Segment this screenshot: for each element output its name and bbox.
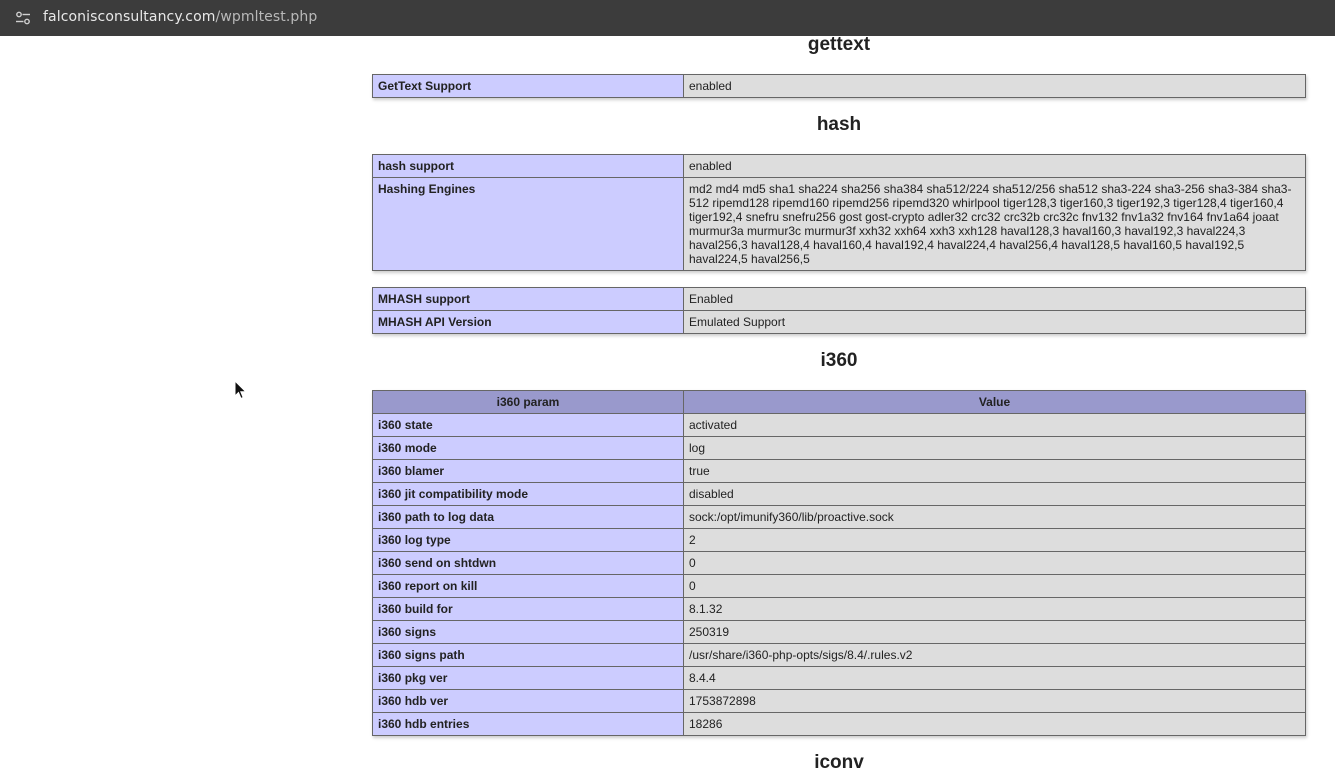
- row-value: true: [684, 460, 1306, 483]
- row-value: sock:/opt/imunify360/lib/proactive.sock: [684, 506, 1306, 529]
- row-value: 8.4.4: [684, 667, 1306, 690]
- row-key: i360 build for: [373, 598, 684, 621]
- table-row: [373, 75, 1306, 98]
- row-value: activated: [684, 414, 1306, 437]
- browser-address-bar: [0, 0, 1335, 36]
- table-row: [373, 288, 1306, 311]
- row-key: i360 jit compatibility mode: [373, 483, 684, 506]
- site-info-icon[interactable]: [10, 6, 36, 30]
- row-value: 2: [684, 529, 1306, 552]
- table-row: [373, 311, 1306, 334]
- row-key: i360 mode: [373, 437, 684, 460]
- section-title-hash: hash: [816, 114, 862, 135]
- table-row: [373, 529, 1306, 552]
- hash-table: [372, 154, 1306, 271]
- url-path: /wpmltest.php: [215, 9, 318, 25]
- table-row: [373, 644, 1306, 667]
- row-key: i360 path to log data: [373, 506, 684, 529]
- section-title-i360: i360: [820, 350, 858, 371]
- row-key: GetText Support: [373, 75, 684, 98]
- section-title-gettext: gettext: [807, 36, 871, 55]
- row-key: MHASH API Version: [373, 311, 684, 334]
- row-value: Enabled: [684, 288, 1306, 311]
- row-value: log: [684, 437, 1306, 460]
- table-row: [373, 713, 1306, 736]
- table-row: [373, 437, 1306, 460]
- i360-table: [372, 390, 1306, 736]
- table-row: [373, 621, 1306, 644]
- row-value: enabled: [684, 75, 1306, 98]
- table-row: [373, 575, 1306, 598]
- table-row: [373, 178, 1306, 271]
- phpinfo-page: [0, 36, 1335, 772]
- row-key: i360 state: [373, 414, 684, 437]
- url-host: falconisconsultancy.com: [43, 9, 216, 25]
- table-row: [373, 414, 1306, 437]
- row-key: i360 pkg ver: [373, 667, 684, 690]
- table-header-row: [373, 391, 1306, 414]
- table-row: [373, 506, 1306, 529]
- row-key: hash support: [373, 155, 684, 178]
- row-value: 250319: [684, 621, 1306, 644]
- row-value: 18286: [684, 713, 1306, 736]
- row-value: enabled: [684, 155, 1306, 178]
- row-key: i360 blamer: [373, 460, 684, 483]
- row-key: MHASH support: [373, 288, 684, 311]
- row-key: i360 signs path: [373, 644, 684, 667]
- section-title-iconv: iconv: [814, 752, 864, 772]
- row-value: 0: [684, 552, 1306, 575]
- row-key: i360 hdb ver: [373, 690, 684, 713]
- row-value: 1753872898: [684, 690, 1306, 713]
- gettext-table: [372, 74, 1306, 98]
- row-value: 0: [684, 575, 1306, 598]
- row-key: i360 send on shtdwn: [373, 552, 684, 575]
- table-row: [373, 598, 1306, 621]
- table-row: [373, 460, 1306, 483]
- row-key: i360 report on kill: [373, 575, 684, 598]
- row-key: i360 hdb entries: [373, 713, 684, 736]
- row-value: md2 md4 md5 sha1 sha224 sha256 sha384 sha512/224 sha512/256 sha512 sha3-224 sha3-256 sha3-384 sha3-512 ripemd128 ripemd160 ripemd256 ripemd320 whirlpool tiger128,3 tiger160,3 tiger192,3 tiger128,4 tiger160,4 tiger192,4 snefru snefru256 gost gost-crypto adler32 crc32 crc32b crc32c fnv132 fnv1a32 fnv164 fnv1a64 joaat murmur3a murmur3c murmur3f xxh32 xxh64 xxh3 xxh128 haval128,3 haval160,3 haval192,3 haval224,3 haval256,3 haval128,4 haval160,4 haval192,4 haval224,4 haval256,4 haval128,5 haval160,5 haval192,5 haval224,5 haval256,5: [684, 178, 1306, 271]
- row-value: 8.1.32: [684, 598, 1306, 621]
- row-key: Hashing Engines: [373, 178, 684, 271]
- row-value: disabled: [684, 483, 1306, 506]
- mouse-cursor-icon: [234, 380, 248, 400]
- url-field[interactable]: [43, 9, 317, 25]
- table-row: [373, 552, 1306, 575]
- row-key: i360 log type: [373, 529, 684, 552]
- table-row: [373, 690, 1306, 713]
- row-key: i360 signs: [373, 621, 684, 644]
- table-row: [373, 155, 1306, 178]
- mhash-table: [372, 287, 1306, 334]
- table-row: [373, 483, 1306, 506]
- row-value: Emulated Support: [684, 311, 1306, 334]
- row-value: /usr/share/i360-php-opts/sigs/8.4/.rules.v2: [684, 644, 1306, 667]
- column-header-param: i360 param: [373, 391, 684, 414]
- table-row: [373, 667, 1306, 690]
- column-header-value: Value: [684, 391, 1306, 414]
